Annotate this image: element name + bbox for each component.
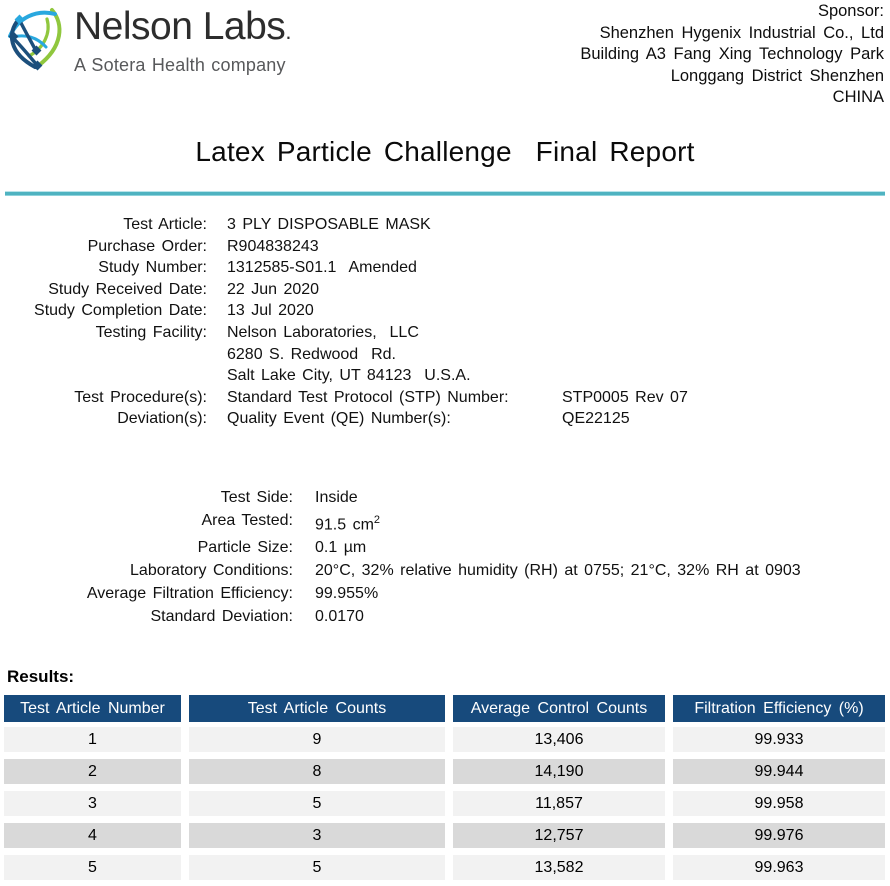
info-label: Purchase Order:	[87, 237, 207, 255]
info-value: Nelson Laboratories, LLC	[227, 323, 419, 341]
condition-row	[0, 582, 890, 605]
results-table	[4, 695, 885, 880]
table-cell: 99.976	[673, 823, 885, 848]
info-label: Testing Facility:	[95, 323, 207, 341]
report-title: Latex Particle Challenge Final Report	[195, 136, 695, 167]
condition-row	[0, 559, 890, 582]
condition-label: Average Filtration Efficiency:	[86, 585, 293, 603]
condition-label: Particle Size:	[197, 539, 293, 557]
info-subvalue2: STP0005 Rev 07	[562, 388, 688, 406]
logo-tagline: A Sotera Health company	[74, 55, 286, 75]
info-label: Test Article:	[123, 216, 207, 233]
table-cell: 5	[4, 855, 181, 880]
column-header-filtration-efficiency: Filtration Efficiency (%)	[673, 695, 885, 722]
condition-value: 0.0170	[315, 608, 364, 626]
condition-value: 99.955%	[315, 585, 379, 603]
table-cell: 99.958	[673, 791, 885, 816]
condition-label: Test Side:	[220, 489, 293, 506]
info-value: 3 PLY DISPOSABLE MASK	[227, 216, 431, 233]
logo-text	[74, 6, 291, 76]
condition-row	[0, 536, 890, 559]
table-cell: 5	[189, 791, 445, 816]
info-label: Study Number:	[98, 259, 207, 277]
table-cell: 3	[4, 791, 181, 816]
info-value: Salt Lake City, UT 84123 U.S.A.	[227, 367, 471, 385]
info-row	[0, 408, 890, 430]
info-row	[0, 279, 890, 301]
study-info-section	[0, 214, 890, 430]
condition-value: 20°C, 32% relative humidity (RH) at 0755; 21°C, 32% RH at 0903	[315, 562, 801, 580]
condition-label: Laboratory Conditions:	[130, 562, 293, 580]
info-label: Study Completion Date:	[34, 302, 207, 320]
info-subvalue: Standard Test Protocol (STP) Number:	[227, 388, 509, 406]
sponsor-block	[580, 1, 884, 109]
condition-value: Inside	[315, 489, 358, 506]
superscript: 2	[373, 514, 381, 526]
sponsor-line: CHINA	[832, 88, 884, 106]
info-label: Study Received Date:	[48, 280, 207, 298]
sponsor-label: Sponsor:	[817, 2, 884, 20]
info-value	[227, 387, 890, 409]
info-value: 6280 S. Redwood Rd.	[227, 345, 396, 363]
column-header-test-article-counts: Test Article Counts	[189, 695, 445, 722]
sponsor-line: Shenzhen Hygenix Industrial Co., Ltd	[599, 23, 884, 42]
info-label	[0, 365, 207, 387]
info-value: 22 Jun 2020	[227, 280, 320, 298]
table-cell: 12,757	[453, 823, 665, 848]
info-label: Deviation(s):	[117, 410, 207, 428]
info-subvalue: Quality Event (QE) Number(s):	[227, 410, 451, 428]
table-cell: 2	[4, 759, 181, 784]
info-row	[0, 236, 890, 258]
table-cell: 5	[189, 855, 445, 880]
logo-wordmark: Nelson Labs.	[74, 5, 291, 48]
condition-value: 0.1 µm	[315, 539, 367, 557]
condition-row	[0, 486, 890, 509]
info-label: Test Procedure(s):	[74, 388, 207, 406]
condition-label: Standard Deviation:	[150, 608, 293, 626]
info-row	[0, 257, 890, 279]
table-cell: 8	[189, 759, 445, 784]
column-header-test-article-number: Test Article Number	[4, 695, 181, 722]
sponsor-line: Building A3 Fang Xing Technology Park	[580, 45, 884, 63]
table-cell: 9	[189, 727, 445, 752]
divider-rule	[5, 191, 885, 196]
info-row	[0, 365, 890, 387]
table-cell: 11,857	[453, 791, 665, 816]
nelson-labs-logo	[5, 6, 291, 76]
condition-row	[0, 605, 890, 628]
nelson-labs-globe-icon	[5, 6, 69, 74]
condition-row	[0, 509, 890, 536]
logo-trademark-dot: .	[285, 19, 291, 44]
table-cell: 13,582	[453, 855, 665, 880]
table-cell: 3	[189, 823, 445, 848]
table-cell: 13,406	[453, 727, 665, 752]
table-cell: 4	[4, 823, 181, 848]
info-value	[227, 408, 890, 430]
table-cell: 1	[4, 727, 181, 752]
results-heading: Results:	[7, 667, 75, 686]
info-subvalue2: QE22125	[562, 410, 630, 428]
info-label	[0, 344, 207, 366]
info-value: 13 Jul 2020	[227, 302, 314, 320]
table-cell: 99.944	[673, 759, 885, 784]
table-cell: 99.963	[673, 855, 885, 880]
condition-value: 91.5 $cm^2$	[315, 514, 381, 534]
info-value: 1312585-S01.1 Amended	[227, 259, 417, 277]
info-row	[0, 322, 890, 344]
table-cell: 99.933	[673, 727, 885, 752]
condition-label: Area Tested:	[201, 512, 293, 529]
column-header-average-control-counts: Average Control Counts	[453, 695, 665, 722]
info-row	[0, 214, 890, 236]
info-row	[0, 344, 890, 366]
conditions-section	[0, 486, 890, 628]
sponsor-line: Longgang District Shenzhen	[670, 66, 884, 85]
table-cell: 14,190	[453, 759, 665, 784]
info-value: R904838243	[227, 237, 319, 255]
info-row	[0, 387, 890, 409]
info-row	[0, 300, 890, 322]
